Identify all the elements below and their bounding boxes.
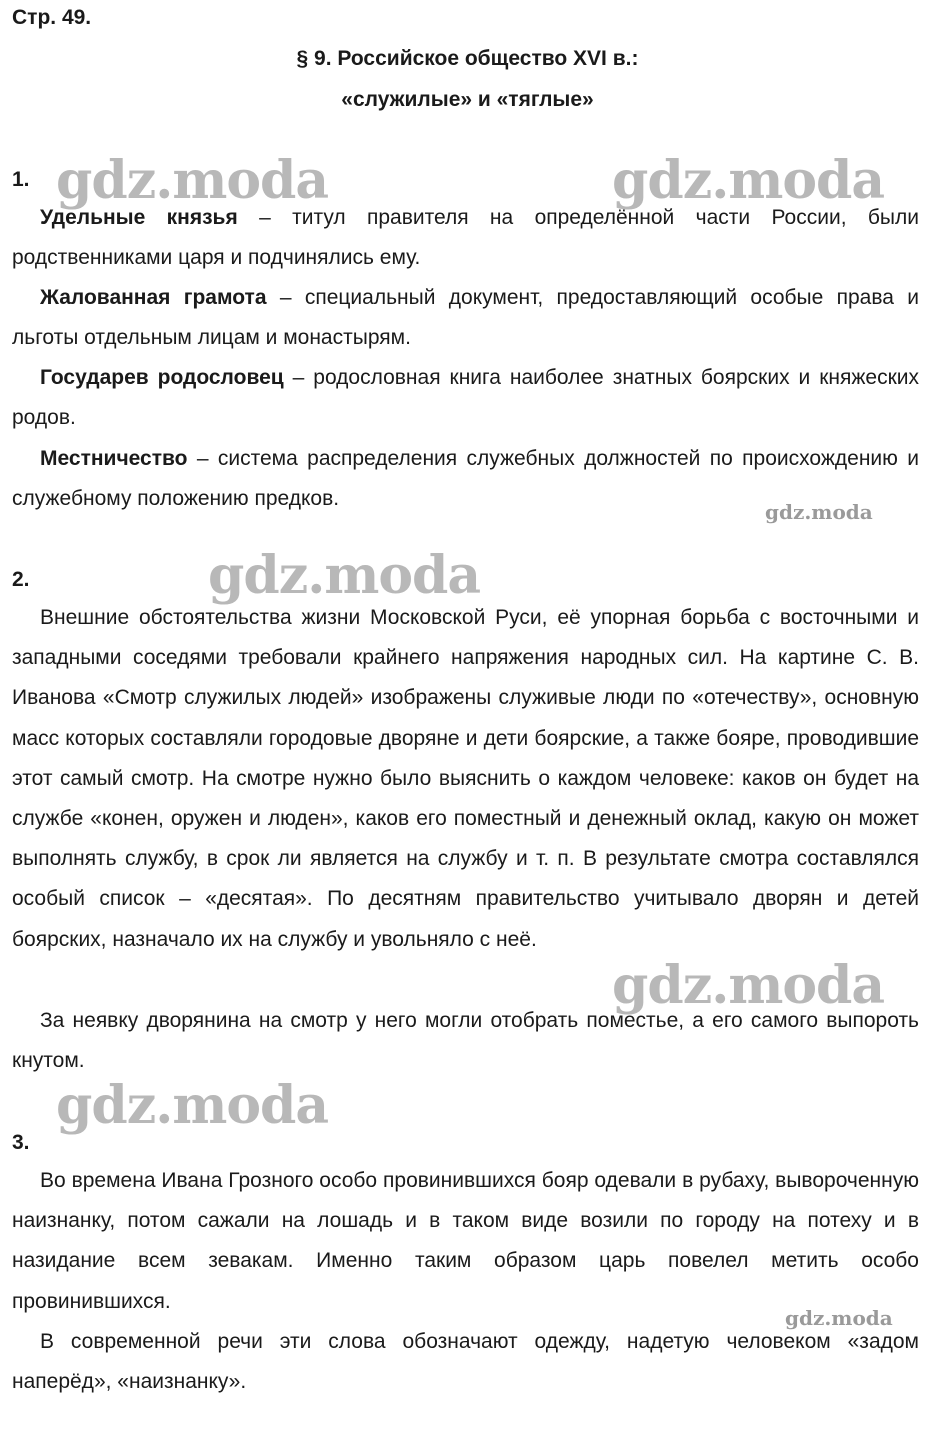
section-number-2: 2. xyxy=(12,568,30,591)
definition: – специальный документ, предоставляющий особые права и льготы отдельным лицам и монастырям. xyxy=(12,286,919,350)
term: Жалованная грамота xyxy=(40,286,267,309)
paragraph: Внешние обстоятельства жизни Московской Руси, её упорная борьба с восточными и западными соседями требовали крайнего напряжения народных сил. На картине С. В. Иванова «Смотр служилых людей» изображены служивые люди по «отечеству», основную масс которых составляли городовые дворяне и дети боярские, а также бояре, проводившие этот самый смотр. На смотре нужно было выяснить о каждом человеке: каков он будет на службе «конен, оружен и люден», каков его поместный и денежный оклад, какую он может выполнять службу, в срок ли является на службу и т. п. В результате смотра составлялся особый список – «десятая». По десятням правительство учитывало дворян и детей боярских, назначало их на службу и увольняло с неё. xyxy=(12,606,919,951)
term: Местничество xyxy=(40,447,188,470)
term: Государев родословец xyxy=(40,366,284,389)
watermark: gdz.moda xyxy=(612,955,885,1016)
section-number-3: 3. xyxy=(12,1131,30,1154)
term-definition xyxy=(12,439,919,519)
watermark: gdz.moda xyxy=(208,545,481,606)
term-definition xyxy=(12,198,919,278)
term: Удельные князья xyxy=(40,206,238,229)
term-definition xyxy=(12,358,919,438)
paragraph: В современной речи эти слова обозначают одежду, надетую человеком «задом наперёд», «наизнанку». xyxy=(12,1330,919,1394)
section-title: § 9. Российское общество XVI в.: xyxy=(296,47,639,70)
watermark: gdz.moda xyxy=(785,1306,893,1330)
page-number: Стр. 49. xyxy=(12,6,92,29)
definition: – система распределения служебных должностей по происхождению и служебному положению предков. xyxy=(12,447,919,511)
section-subtitle: «служилые» и «тяглые» xyxy=(341,88,594,111)
watermark: gdz.moda xyxy=(765,500,873,524)
paragraph: Во времена Ивана Грозного особо провинившихся бояр одевали в рубаху, вывороченную наизнанку, потом сажали на лошадь и в таком виде возили по городу на потеху и в назидание всем зевакам. Именно таким образом царь повелел метить особо провинившихся. xyxy=(12,1169,919,1313)
watermark: gdz.moda xyxy=(56,1075,329,1136)
section-number-1: 1. xyxy=(12,168,30,191)
definition: – титул правителя на определённой части России, были родственниками царя и подчинялись ему. xyxy=(12,206,919,270)
watermark: gdz.moda xyxy=(56,150,329,211)
paragraph: За неявку дворянина на смотр у него могли отобрать поместье, а его самого выпороть кнутом. xyxy=(12,1009,919,1073)
term-definition xyxy=(12,278,919,358)
watermark: gdz.moda xyxy=(612,150,885,211)
definition: – родословная книга наиболее знатных боярских и княжеских родов. xyxy=(12,366,920,430)
